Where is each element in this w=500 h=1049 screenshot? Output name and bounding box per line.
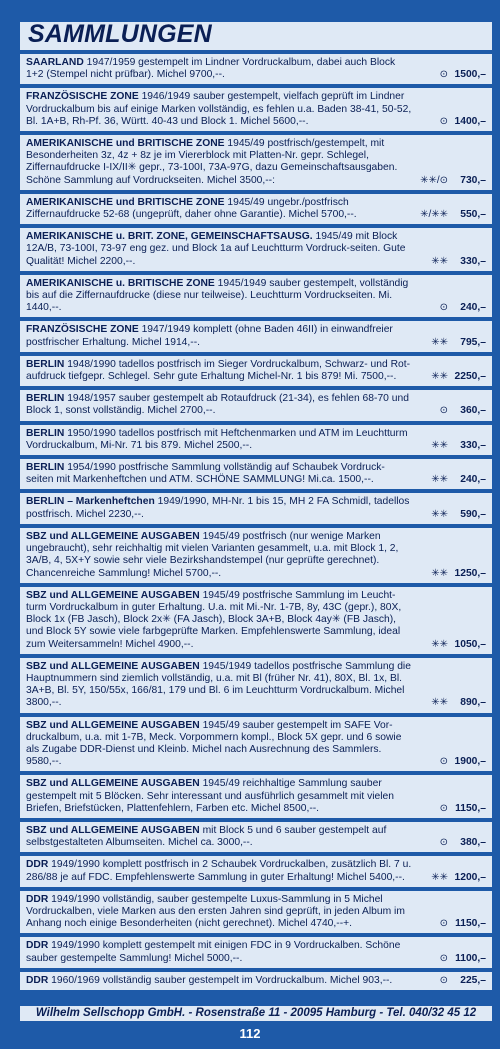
lot-entry xyxy=(20,972,492,990)
lot-price: 1050,– xyxy=(454,638,486,650)
lot-entry xyxy=(20,54,492,84)
lot-entry xyxy=(20,228,492,271)
condition-symbol: ⊙ xyxy=(439,115,448,127)
condition-symbol: ⊙ xyxy=(439,69,448,81)
condition-symbol: ⊙ xyxy=(439,802,448,814)
condition-symbol: ✳✳ xyxy=(431,567,448,579)
lot-heading: AMERIKANISCHE und BRITISCHE ZONE xyxy=(26,196,225,208)
lot-heading: SBZ und ALLGEMEINE AUSGABEN xyxy=(26,660,200,672)
lot-price: 730,– xyxy=(460,174,486,186)
lot-entry xyxy=(20,88,492,131)
lot-entry xyxy=(20,390,492,420)
condition-symbol: ✳✳ xyxy=(431,336,448,348)
lot-heading: DDR xyxy=(26,940,49,952)
lot-entry xyxy=(20,717,492,772)
lot-entry xyxy=(20,194,492,224)
lot-price: 1400,– xyxy=(454,115,486,127)
lot-price: 330,– xyxy=(460,439,486,451)
condition-symbol: ✳✳ xyxy=(431,255,448,267)
lot-entry xyxy=(20,356,492,386)
page-title: SAMMLUNGEN xyxy=(28,20,212,48)
lot-heading: BERLIN xyxy=(26,427,65,439)
lot-heading: SBZ und ALLGEMEINE AUSGABEN xyxy=(26,530,200,542)
lot-heading: BERLIN xyxy=(26,393,65,405)
lot-description: 1949/1990 komplett postfrisch in 2 Schaubek Vordruckalben, zusätzlich Bl. 7 u. 286/88 je auf FDC. Empfehlenswerte Sammlung in guter Erhaltung! Michel 5400,--. xyxy=(26,859,412,883)
lot-heading: SBZ und ALLGEMEINE AUSGABEN xyxy=(26,778,200,790)
condition-symbol: ✳✳ xyxy=(431,697,448,709)
lot-entry xyxy=(20,937,492,967)
lot-entry xyxy=(20,891,492,934)
lot-description: 1950/1990 tadellos postfrisch mit Heftchenmarken und ATM im Leuchtturm Vordruckalbum, Mi-Nr. 71 bis 879. Michel 2500,--. xyxy=(26,427,408,451)
lot-description: 1949/1990 komplett gestempelt mit einigen FDC in 9 Vordruckalben. Schöne sauber gestempelte Sammlung! Michel 5000,--. xyxy=(26,940,401,964)
lot-description: 1949/1990, MH-Nr. 1 bis 15, MH 2 FA Schmidl, tadellos postfrisch. Michel 2230,--. xyxy=(26,496,410,520)
lot-description: 1947/1949 komplett (ohne Baden 46II) in einwandfreier postfrischer Erhaltung. Michel 1914,--. xyxy=(26,324,393,348)
lot-entry xyxy=(20,528,492,583)
lot-description: 1946/1949 sauber gestempelt, vielfach geprüft im Lindner Vordruckalbum bis auf einige Marken vollständig, es fehlen u.a. Baden 38-41, 50-52, Bl. 1A+B, Rh-Pf. 36, Württ. 40-43 und Block 1. Michel 5600,--. xyxy=(26,91,412,127)
lot-description: 1954/1990 postfrische Sammlung vollständig auf Schaubek Vordruck-seiten mit Markenheftchen und ATM. SCHÖNE SAMMLUNG! Mi.ca. 1500,--. xyxy=(26,462,385,486)
lot-price: 1500,– xyxy=(454,69,486,81)
title-bar xyxy=(20,22,492,50)
lot-entry xyxy=(20,425,492,455)
lot-entry xyxy=(20,321,492,351)
condition-symbol: ⊙ xyxy=(439,756,448,768)
condition-symbol: ⊙ xyxy=(439,918,448,930)
lot-heading: AMERIKANISCHE und BRITISCHE ZONE xyxy=(26,138,225,150)
footer-address: Wilhelm Sellschopp GmbH. - Rosenstraße 11 - 20095 Hamburg - Tel. 040/32 45 12 xyxy=(35,1007,477,1019)
condition-symbol: ✳✳ xyxy=(431,871,448,883)
lot-price: 590,– xyxy=(460,508,486,520)
condition-symbol: ⊙ xyxy=(439,837,448,849)
lot-price: 240,– xyxy=(460,474,486,486)
lot-description: 1948/1957 sauber gestempelt ab Rotaufdruck (21-34), es fehlen 68-70 und Block 1, sonst vollständig. Michel 2700,--. xyxy=(26,393,409,417)
lot-entry xyxy=(20,856,492,886)
page-number: 112 xyxy=(239,1026,261,1041)
lot-description: 1945/49 ungebr./postfrisch Ziffernaufdrucke 52-68 (ungeprüft, daher ohne Garantie). Michel 5700,--. xyxy=(26,196,357,221)
lot-description: mit Block 5 und 6 sauber gestempelt auf selbstgestalteten Albumseiten. Michel ca. 3000,--. xyxy=(26,824,387,849)
condition-symbol: ⊙ xyxy=(439,952,448,964)
lot-heading: AMERIKANISCHE u. BRITISCHE ZONE xyxy=(26,277,215,289)
footer-bar xyxy=(20,1006,492,1021)
lot-price: 2250,– xyxy=(454,371,486,383)
lot-description: 1945/49 postfrisch/gestempelt, mit Besonderheiten 3z, 4z + 8z je im Viererblock mit Platten-Nr. gepr. Schlegel, Ziffernaufdrucke I-IX/II✳ gepr., 73-100I, 73A-97G, dazu Gemeinschaftsausgaben. Schöne Sammlung auf Vordruckseiten. Michel 3500,--: xyxy=(26,138,398,186)
lot-heading: BERLIN – Markenheftchen xyxy=(26,496,155,508)
lot-heading: SBZ und ALLGEMEINE AUSGABEN xyxy=(26,824,200,836)
condition-symbol: ✳✳ xyxy=(431,371,448,383)
lot-entry xyxy=(20,135,492,190)
lot-heading: SAARLAND xyxy=(26,57,84,68)
lot-description: 1960/1969 vollständig sauber gestempelt im Vordruckalbum. Michel 903,--. xyxy=(48,974,393,986)
lot-price: 1150,– xyxy=(455,918,486,930)
lot-price: 330,– xyxy=(460,255,486,267)
condition-symbol: ✳✳ xyxy=(431,508,448,520)
lot-price: 890,– xyxy=(460,697,486,709)
lot-description: 1949/1990 vollständig, sauber gestempelte Luxus-Sammlung in 5 Michel Vordruckalben, viele Marken aus den ersten Jahren sind geprüft, in jeden Album im Anhang noch einige Besonderheiten (nicht gerechnet). Michel 4740,--+. xyxy=(26,893,405,930)
lot-description: 1945/49 reichhaltige Sammlung sauber gestempelt mit 5 Blöcken. Sehr interessant und ausführlich gesammelt mit vielen Briefen, Briefstücken, Plattenfehlern, Farben etc. Michel 8500,--. xyxy=(26,778,395,814)
lot-heading: DDR xyxy=(26,974,49,986)
lot-heading: FRANZÖSISCHE ZONE xyxy=(26,91,139,103)
lot-heading: FRANZÖSISCHE ZONE xyxy=(26,324,139,336)
lot-description: 1945/49 mit Block 12A/B, 73-100I, 73-97 eng gez. und Block 1a auf Leuchtturm Vordruck-seiten. Gute Qualität! Michel 2200,--. xyxy=(26,231,406,267)
lot-description: 1945/49 postfrische Sammlung im Leucht-turm Vordruckalbum in guter Erhaltung. U.a. mit Mi.-Nr. 1-7B, 8y, 43C (gepr.), 80X, Block 1x (FB Jasch), Block 2x✳ (FA Jasch), Block 3A+B, Block 4ay✳ (FB Jasch), und Block 5Y sowie viele farbgeprüfte Marken. Empfehlenswerte Sammlung, ideal zum Weitersammeln! Michel 4900,--. xyxy=(26,589,402,650)
lot-entry xyxy=(20,775,492,818)
lot-heading: DDR xyxy=(26,893,49,905)
condition-symbol: ⊙ xyxy=(439,974,448,986)
lot-entry xyxy=(20,822,492,852)
lot-entry xyxy=(20,658,492,713)
lot-price: 1200,– xyxy=(454,871,486,883)
lot-price: 225,– xyxy=(460,974,486,986)
catalog-page xyxy=(8,0,492,1049)
lot-price: 1100,– xyxy=(455,952,486,964)
lot-entry xyxy=(20,275,492,318)
lot-price: 1150,– xyxy=(455,802,486,814)
lot-price: 795,– xyxy=(460,336,486,348)
lot-description: 1948/1990 tadellos postfrisch im Sieger Vordruckalbum, Schwarz- und Rot-aufdruck tiefgepr. Schlegel. Sehr gute Erhaltung Michel-Nr. 1 bis 879! Mi. 7500,--. xyxy=(26,358,411,383)
lot-entry xyxy=(20,493,492,523)
condition-symbol: ✳✳ xyxy=(431,638,448,650)
lot-price: 1250,– xyxy=(454,567,486,579)
condition-symbol: ⊙ xyxy=(439,405,448,417)
lot-price: 360,– xyxy=(460,405,486,417)
lot-entry xyxy=(20,459,492,489)
lot-heading: SBZ und ALLGEMEINE AUSGABEN xyxy=(26,589,200,601)
lot-description: 1945/49 sauber gestempelt im SAFE Vor-druckalbum, u.a. mit 1-7B, Meck. Vorpommern kompl., Block 5X gepr. und 6 sowie als Zugabe DDR-Dienst und Kleinb. Michel nach Ausrechnung des Sammlers. 9580,--. xyxy=(26,719,402,768)
lot-description: 1945/1949 tadellos postfrische Sammlung die Hauptnummern sind ziemlich vollständig, u.a. mit Bl (früher Nr. 41), 80X, Bl. 1x, Bl. 3A+B, Bl. 5Y, 150/55x, 166/81, 179 und Bl. 6 im Leuchtturm Vordruckalbum. Michel 3800,--. xyxy=(26,660,411,709)
condition-symbol: ⊙ xyxy=(439,302,448,314)
lot-price: 380,– xyxy=(460,837,486,849)
lot-price: 1900,– xyxy=(454,756,486,768)
lot-heading: DDR xyxy=(26,859,49,871)
lot-entry xyxy=(20,587,492,654)
lot-price: 550,– xyxy=(460,209,486,221)
lot-heading: AMERIKANISCHE u. BRIT. ZONE, GEMEINSCHAFTSAUSG. xyxy=(26,231,313,243)
condition-symbol: ✳✳/⊙ xyxy=(420,174,448,186)
lot-heading: BERLIN xyxy=(26,462,65,474)
lot-price: 240,– xyxy=(460,302,486,314)
lot-heading: SBZ und ALLGEMEINE AUSGABEN xyxy=(26,719,200,731)
lot-description: 1945/49 postfrisch (nur wenige Marken ungebraucht), sehr reichhaltig mit vielen Varianten gesammelt, u.a. mit Block 1, 2, 3A/B, 4, 5X+Y sowie sehr viele Bezirkshandstempel (nur geprüfte gerechnet). Chancenreiche Sammlung! Michel 5700,--. xyxy=(26,530,399,579)
condition-symbol: ✳/✳✳ xyxy=(420,209,448,221)
condition-symbol: ✳✳ xyxy=(431,439,448,451)
condition-symbol: ✳✳ xyxy=(431,474,448,486)
entry-list xyxy=(20,54,492,994)
lot-description: 1945/1949 sauber gestempelt, vollständig bis auf die Ziffernaufdrucke (diese nur teilweise). Leuchtturm Vordruckseiten. Mi. 1440,--. xyxy=(26,277,409,314)
lot-heading: BERLIN xyxy=(26,358,65,370)
lot-description: 1947/1959 gestempelt im Lindner Vordruckalbum, dabei auch Block 1+2 (Stempel nicht prüfbar). Michel 9700,--. xyxy=(26,57,396,81)
